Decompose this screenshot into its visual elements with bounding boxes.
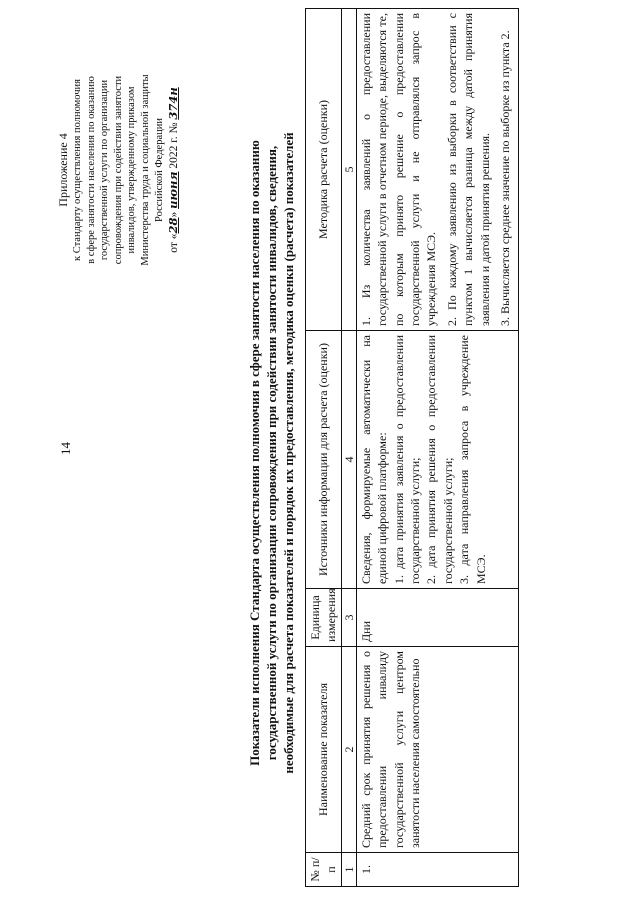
header-num: № п/п	[306, 853, 342, 887]
appendix-line: государственной услуги по организации	[99, 79, 111, 261]
sources-cell	[356, 331, 519, 589]
column-number-row	[341, 9, 356, 887]
column-number: 3	[341, 589, 356, 647]
appendix-line: к Стандарту осуществления полномочия	[72, 79, 83, 261]
table-row	[356, 9, 519, 887]
sig-year: 2022 г. №	[168, 119, 181, 172]
sig-day: 28	[166, 217, 181, 234]
source-line: 3. дата направления запроса в учреждение МСЭ.	[457, 335, 488, 584]
appendix-line: Российской Федерации	[153, 118, 165, 222]
order-date-number	[167, 25, 182, 315]
table-header-row	[306, 9, 342, 887]
appendix-line: Министерства труда и социальной защиты	[139, 74, 151, 266]
title-line: государственной услуги по организации сопровождения при содействии занятости инвалидов, сведения,	[264, 145, 279, 761]
title-line: необходимые для расчета показателей и порядок их предоставления, методика оценки (расчета) показателей	[281, 132, 296, 774]
header-sources: Источники информации для расчета (оценки)	[306, 331, 342, 589]
appendix-line: сопровождения при содействии занятости	[112, 75, 124, 265]
title-line: Показатели исполнения Стандарта осуществления полномочия в сфере занятости населения по оказанию	[247, 140, 262, 766]
appendix-title: Приложение 4	[56, 133, 70, 207]
method-step: 1. Из количества заявлений о предоставлении государственной услуги в отчетном периоде, выделяются те, по которым принято решение о предоставлении государственной услуги и не отправлялся запрос в учреждения МСЭ.	[358, 13, 439, 326]
row-number: 1.	[356, 853, 519, 887]
column-number: 4	[341, 331, 356, 589]
method-step: 3. Вычисляется среднее значение по выборке из пункта 2.	[498, 30, 513, 326]
header-name: Наименование показателя	[306, 647, 342, 853]
method-step: 2. По каждому заявлению из выборки в соответствии с пунктом 1 вычисляется разница между датой принятия заявления и датой принятия решения.	[444, 13, 492, 326]
appendix-header	[56, 25, 182, 315]
column-number: 2	[341, 647, 356, 853]
appendix-line: в сфере занятости населения по оказанию	[85, 76, 97, 264]
source-line: 2. дата принятия решения о предоставлении государственной услуги;	[424, 335, 455, 584]
indicator-unit: Дни	[356, 589, 519, 647]
sig-mid: »	[168, 208, 181, 218]
column-number: 1	[341, 853, 356, 887]
sig-month: июня	[166, 171, 181, 209]
header-unit: Единица измерения	[306, 589, 342, 647]
document-title	[246, 33, 297, 873]
column-number: 5	[341, 9, 356, 331]
method-cell	[356, 9, 519, 331]
sig-prefix: от «	[168, 233, 181, 253]
sig-number: 374н	[166, 87, 181, 120]
header-method: Методика расчета (оценки)	[306, 9, 342, 331]
page-number: 14	[58, 442, 73, 455]
indicators-table	[305, 8, 519, 887]
appendix-line: инвалидов, утвержденному приказом	[126, 86, 138, 254]
source-line: 1. дата принятия заявления о предоставлении государственной услуги;	[391, 335, 423, 584]
indicator-name: Средний срок принятия решения о предоставлении инвалиду государственной услуги центром занятости населения самостоятельно	[356, 647, 519, 853]
source-line: Сведения, формируемые автоматически на единой цифровой платформе:	[358, 335, 390, 584]
